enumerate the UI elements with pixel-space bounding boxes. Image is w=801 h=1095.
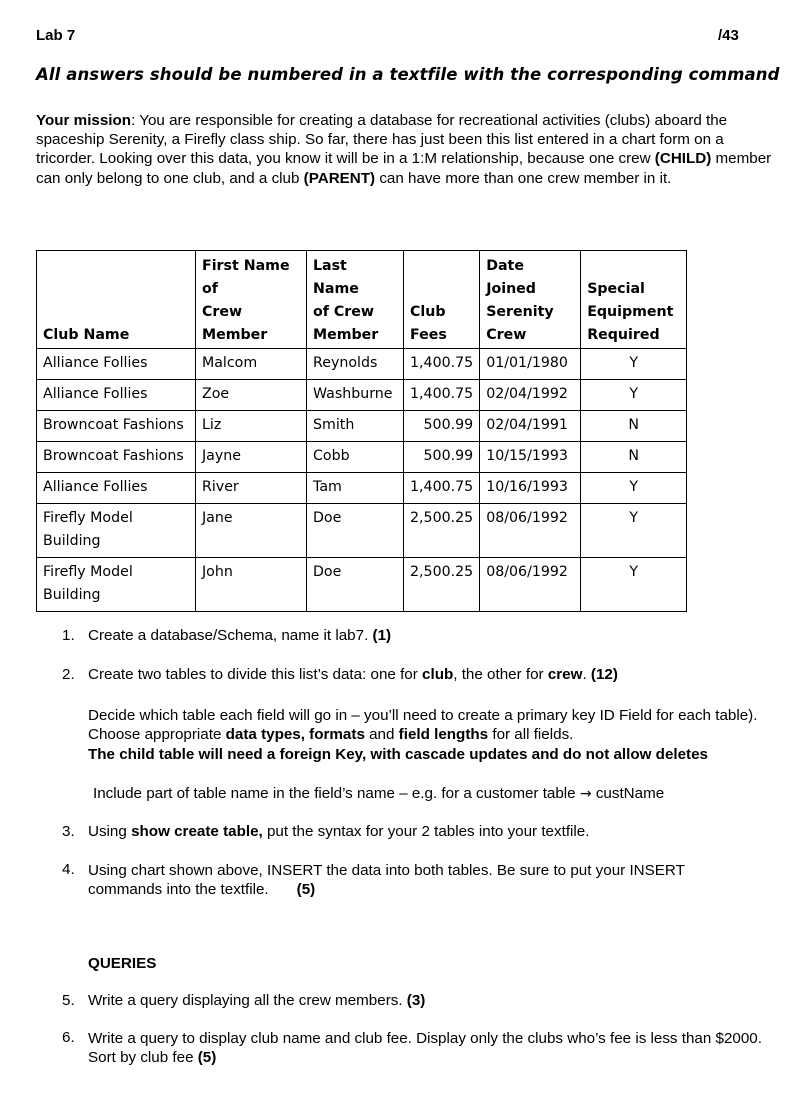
cell-club-name: Alliance Follies [37, 473, 196, 504]
cell-date-joined: 08/06/1992 [480, 558, 581, 612]
question-2-detail: Decide which table each field will go in – you’ll need to create a primary key ID Field for each table). Choose appropriate data types, formats and field lengths for all fields. [88, 707, 758, 743]
cell-equipment: Y [581, 349, 687, 380]
cell-club-name: Firefly Model Building [37, 504, 196, 558]
cell-club-name: Alliance Follies [37, 380, 196, 411]
cell-equipment: Y [581, 504, 687, 558]
question-4: Using chart shown above, INSERT the data into both tables. Be sure to put your INSERT commands into the textfile. (5) [88, 862, 685, 898]
table-row [37, 349, 687, 380]
cell-club-fee: 2,500.25 [404, 558, 480, 612]
question-4-number: 4. [62, 861, 75, 878]
mission-label: Your mission [36, 112, 132, 129]
question-2-naming-note: Include part of table name in the field’s name – e.g. for a customer table → custName [93, 785, 665, 802]
cell-last-name: Washburne [307, 380, 404, 411]
cell-club-name: Alliance Follies [37, 349, 196, 380]
question-1-number: 1. [62, 627, 75, 644]
cell-first-name: Malcom [196, 349, 307, 380]
cell-club-fee: 1,400.75 [404, 380, 480, 411]
mission-paragraph [36, 111, 776, 188]
mission-text: can have more than one crew member in it. [375, 169, 672, 187]
question-5-number: 5. [62, 992, 75, 1009]
cell-club-fee: 1,400.75 [404, 473, 480, 504]
header-date-joined: Date Joined Serenity Crew [480, 251, 581, 349]
arrow-right-icon: → [579, 786, 592, 802]
question-1: Create a database/Schema, name it lab7. (1) [88, 627, 392, 644]
cell-club-fee: 1,400.75 [404, 349, 480, 380]
table-row [37, 504, 687, 558]
question-5: Write a query displaying all the crew members. (3) [88, 992, 426, 1009]
instructions-subtitle: All answers should be numbered in a textfile with the corresponding command [36, 65, 780, 84]
child-label: (CHILD) [654, 150, 712, 168]
table-row [37, 442, 687, 473]
cell-last-name: Reynolds [307, 349, 404, 380]
question-2-number: 2. [62, 666, 75, 683]
cell-equipment: Y [581, 380, 687, 411]
header-club-name: Club Name [37, 251, 196, 349]
cell-first-name: Jayne [196, 442, 307, 473]
cell-last-name: Cobb [307, 442, 404, 473]
table-header-row [37, 251, 687, 349]
cell-first-name: Zoe [196, 380, 307, 411]
mission-text: member can only belong to one club, and a club [36, 150, 772, 187]
cell-club-name: Firefly Model Building [37, 558, 196, 612]
cell-last-name: Smith [307, 411, 404, 442]
cell-first-name: River [196, 473, 307, 504]
cell-equipment: N [581, 442, 687, 473]
parent-label: (PARENT) [303, 169, 376, 187]
cell-club-fee: 500.99 [404, 442, 480, 473]
cell-club-fee: 500.99 [404, 411, 480, 442]
cell-date-joined: 02/04/1992 [480, 380, 581, 411]
table-row [37, 473, 687, 504]
cell-club-name: Browncoat Fashions [37, 442, 196, 473]
cell-last-name: Doe [307, 504, 404, 558]
cell-club-fee: 2,500.25 [404, 504, 480, 558]
page-title: Lab 7 [36, 27, 76, 44]
header-first-name: First Name of Crew Member [196, 251, 307, 349]
header-last-name: Last Name of Crew Member [307, 251, 404, 349]
cell-date-joined: 02/04/1991 [480, 411, 581, 442]
question-6-number: 6. [62, 1029, 75, 1046]
question-3: Using show create table, put the syntax for your 2 tables into your textfile. [88, 823, 590, 840]
cell-last-name: Doe [307, 558, 404, 612]
question-3-number: 3. [62, 823, 75, 840]
question-6: Write a query to display club name and club fee. Display only the clubs who’s fee is less than $2000. Sort by club fee (5) [88, 1030, 762, 1066]
cell-equipment: N [581, 411, 687, 442]
queries-heading: QUERIES [88, 955, 157, 972]
table-row [37, 411, 687, 442]
total-points: /43 [718, 27, 739, 44]
header-special-equipment: Special Equipment Required [581, 251, 687, 349]
cell-last-name: Tam [307, 473, 404, 504]
cell-first-name: Jane [196, 504, 307, 558]
mission-text: : You are responsible for creating a database for recreational activities (clubs) aboard the spaceship Serenity, a Firefly class ship. So far, there has just been this list entered in a chart form on a tricorder. Looking over this data, you know it will be in a 1:M relationship, because one crew [36, 112, 728, 168]
cell-equipment: Y [581, 558, 687, 612]
cell-equipment: Y [581, 473, 687, 504]
table-row [37, 380, 687, 411]
cell-date-joined: 01/01/1980 [480, 349, 581, 380]
cell-first-name: Liz [196, 411, 307, 442]
cell-club-name: Browncoat Fashions [37, 411, 196, 442]
table-row [37, 558, 687, 612]
question-2-foreign-key-note: The child table will need a foreign Key, with cascade updates and do not allow deletes [88, 746, 709, 763]
header-club-fees: Club Fees [404, 251, 480, 349]
cell-date-joined: 10/16/1993 [480, 473, 581, 504]
question-2: Create two tables to divide this list’s data: one for club, the other for crew. (12) [88, 666, 618, 683]
crew-club-table [36, 250, 687, 612]
cell-date-joined: 08/06/1992 [480, 504, 581, 558]
cell-first-name: John [196, 558, 307, 612]
cell-date-joined: 10/15/1993 [480, 442, 581, 473]
